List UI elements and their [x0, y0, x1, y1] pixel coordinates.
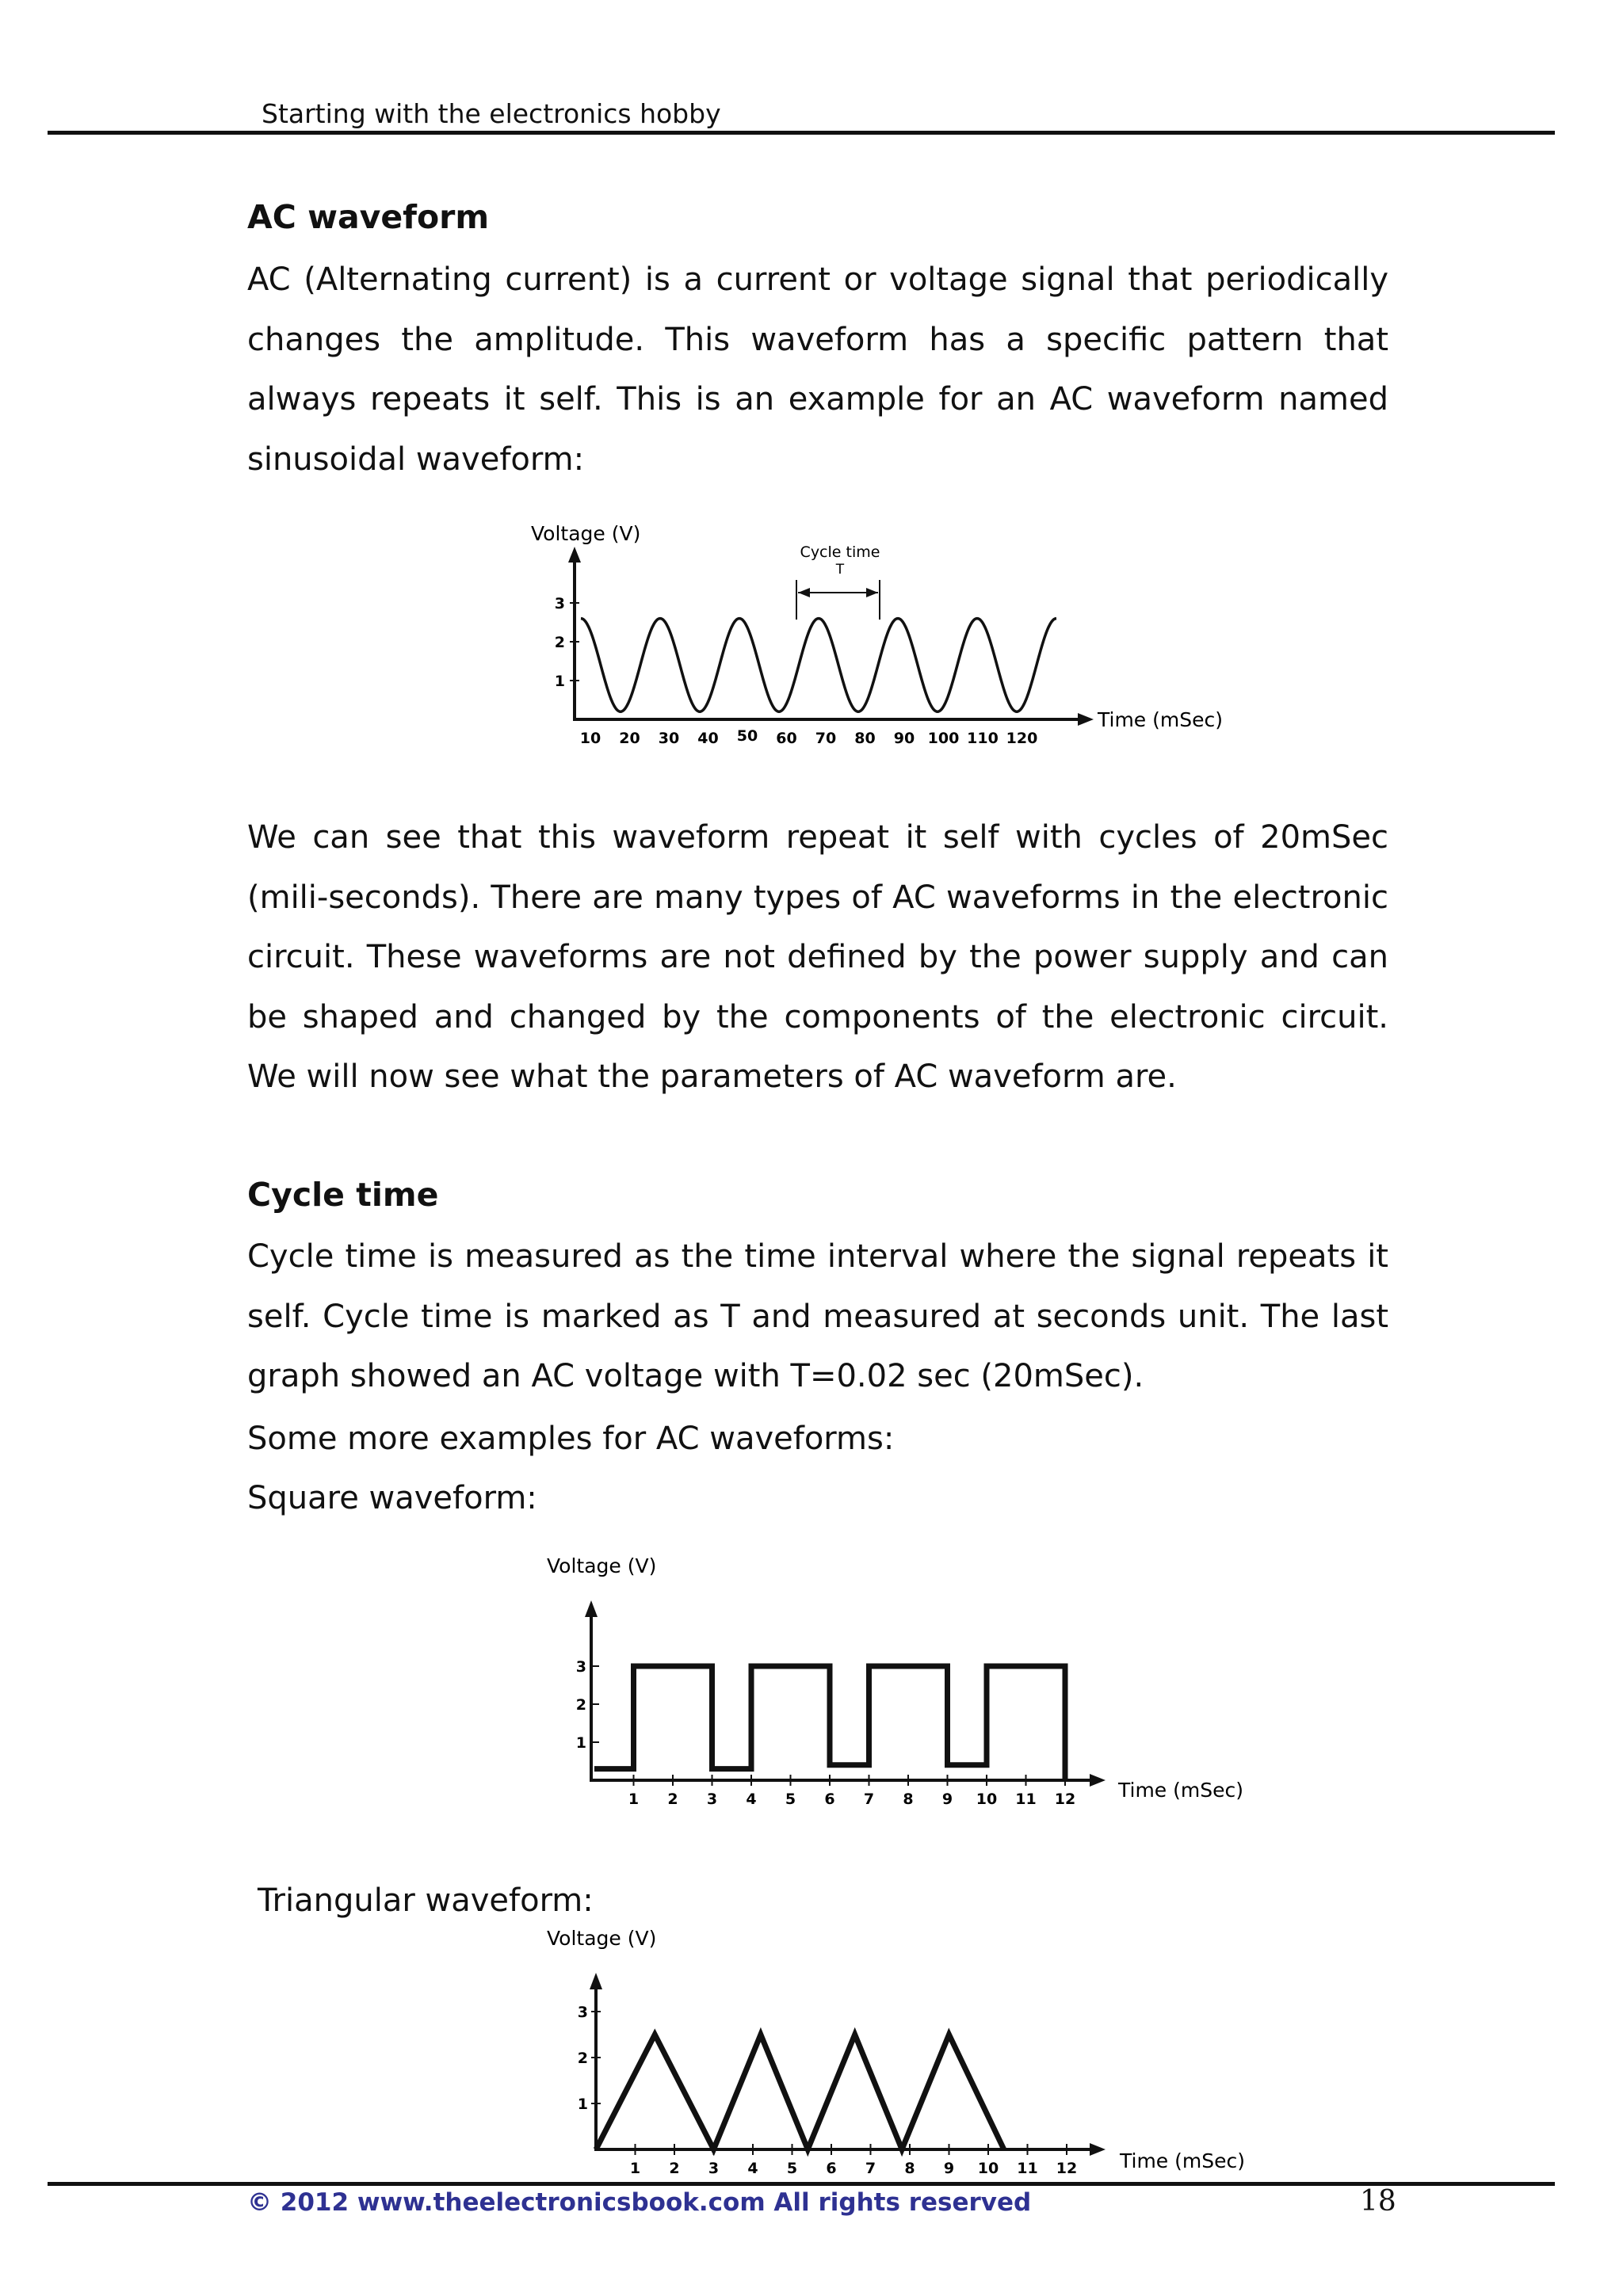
square-x-arrow [1090, 1774, 1106, 1787]
triangle-y-arrow [590, 1973, 602, 1989]
square-x-tick-label: 12 [1054, 1791, 1076, 1808]
footer-rule [48, 2182, 1555, 2186]
section-heading-ac-waveform: AC waveform [247, 198, 490, 236]
square-series-line [594, 1666, 1065, 1780]
sine-x-tick-label: 80 [854, 730, 876, 747]
square-waveform-chart [539, 1549, 1252, 1810]
triangle-x-tick-label: 6 [826, 2160, 837, 2177]
triangle-y-tick-label: 2 [577, 2050, 588, 2067]
sine-x-tick-label: 30 [658, 730, 680, 747]
triangle-series-line [596, 2035, 1004, 2149]
paragraph-ac-intro: AC (Alternating current) is a current or voltage signal that periodically changes the amplitude. This waveform has a specific pattern that always repeats it self. This is an example for an AC waveform named sinusoidal waveform: [247, 261, 1388, 478]
triangle-x-tick-label: 4 [747, 2160, 758, 2177]
sine-x-tick-label: 50 [736, 727, 758, 745]
triangle-x-tick-label: 12 [1056, 2160, 1078, 2177]
sine-y-arrow [568, 547, 581, 563]
triangle-x-tick-label: 7 [865, 2160, 876, 2177]
cycle-arrow-right [866, 588, 878, 597]
sine-x-tick-label: 90 [893, 730, 915, 747]
sine-x-tick-label: 40 [697, 730, 719, 747]
square-y-axis-label: Voltage (V) [547, 1554, 657, 1577]
header-rule [48, 131, 1555, 135]
paragraph-cycle-time: Cycle time is measured as the time interval where the signal repeats it self. Cycle time is marked as T and measured at seconds unit. The last graph showed an AC voltage with T=0.02 sec (20mSec). [247, 1238, 1388, 1394]
square-x-tick-label: 7 [863, 1791, 875, 1808]
square-x-tick-label: 9 [941, 1791, 953, 1808]
cycle-time-symbol: T [835, 562, 845, 578]
sine-x-tick-label: 120 [1006, 730, 1038, 747]
triangular-waveform-chart [539, 1921, 1252, 2183]
triangular-waveform-label: Triangular waveform: [258, 1882, 594, 1919]
square-x-tick-label: 1 [628, 1791, 640, 1808]
triangle-x-tick-label: 2 [669, 2160, 680, 2177]
footer-copyright [247, 2188, 1031, 2217]
triangle-x-tick-label: 10 [977, 2160, 999, 2177]
triangle-x-tick-label: 3 [708, 2160, 720, 2177]
triangle-x-tick-label: 1 [629, 2160, 641, 2177]
rights-reserved: All rights reserved [773, 2188, 1032, 2217]
square-x-tick-label: 6 [824, 1791, 835, 1808]
square-x-tick-label: 10 [976, 1791, 998, 1808]
sine-y-axis-label: Voltage (V) [531, 522, 641, 545]
triangle-x-tick-label: 8 [904, 2160, 915, 2177]
sine-x-axis-label: Time (mSec) [1098, 708, 1223, 731]
sine-x-tick-label: 20 [619, 730, 640, 747]
square-waveform-label: Square waveform: [247, 1480, 537, 1516]
cycle-arrow-left [798, 588, 810, 597]
square-y-tick-label: 1 [575, 1734, 586, 1752]
sine-series-line [581, 619, 1056, 712]
sinusoidal-waveform-chart [523, 517, 1236, 754]
square-x-axis-label: Time (mSec) [1118, 1779, 1243, 1802]
sine-x-tick-label: 60 [776, 730, 797, 747]
sine-x-tick-label: 10 [579, 730, 601, 747]
sine-y-tick-label: 3 [554, 595, 565, 612]
cycle-time-label: Cycle time [800, 543, 880, 561]
paragraph-waveform-repeat: We can see that this waveform repeat it self with cycles of 20mSec (mili-seconds). There are many types of AC waveforms in the electronic circuit. These waveforms are not defined by the power supply and can be shaped and changed by the components of the electronic circuit. We will now see what the parameters of AC waveform are. [247, 819, 1388, 1095]
triangle-x-tick-label: 9 [943, 2160, 955, 2177]
page-number: 18 [1360, 2185, 1396, 2218]
square-x-tick-label: 5 [785, 1791, 796, 1808]
sine-y-tick-label: 1 [554, 673, 565, 690]
triangle-x-arrow [1090, 2143, 1106, 2156]
sine-x-tick-label: 70 [815, 730, 837, 747]
sine-y-tick-label: 2 [554, 634, 565, 651]
sine-x-arrow [1078, 713, 1094, 726]
triangle-x-tick-label: 5 [786, 2160, 798, 2177]
triangle-y-tick-label: 1 [577, 2096, 588, 2113]
sine-x-tick-label: 100 [927, 730, 960, 747]
triangle-y-axis-label: Voltage (V) [547, 1927, 657, 1950]
running-header: Starting with the electronics hobby [262, 98, 721, 129]
triangle-x-tick-label: 11 [1017, 2160, 1038, 2177]
square-x-tick-label: 2 [667, 1791, 678, 1808]
square-x-tick-label: 3 [706, 1791, 718, 1808]
copyright-site: © 2012 www.theelectronicsbook.com [247, 2188, 766, 2217]
square-y-tick-label: 2 [575, 1696, 586, 1714]
section-heading-cycle-time: Cycle time [247, 1176, 439, 1214]
square-x-tick-label: 11 [1015, 1791, 1037, 1808]
sine-x-tick-label: 110 [967, 730, 999, 747]
square-y-arrow [585, 1600, 598, 1617]
square-x-tick-label: 8 [903, 1791, 914, 1808]
triangle-x-axis-label: Time (mSec) [1120, 2149, 1245, 2172]
triangle-y-tick-label: 3 [577, 2004, 588, 2021]
square-x-tick-label: 4 [746, 1791, 757, 1808]
more-examples-line: Some more examples for AC waveforms: [247, 1421, 895, 1457]
square-y-tick-label: 3 [575, 1658, 586, 1676]
